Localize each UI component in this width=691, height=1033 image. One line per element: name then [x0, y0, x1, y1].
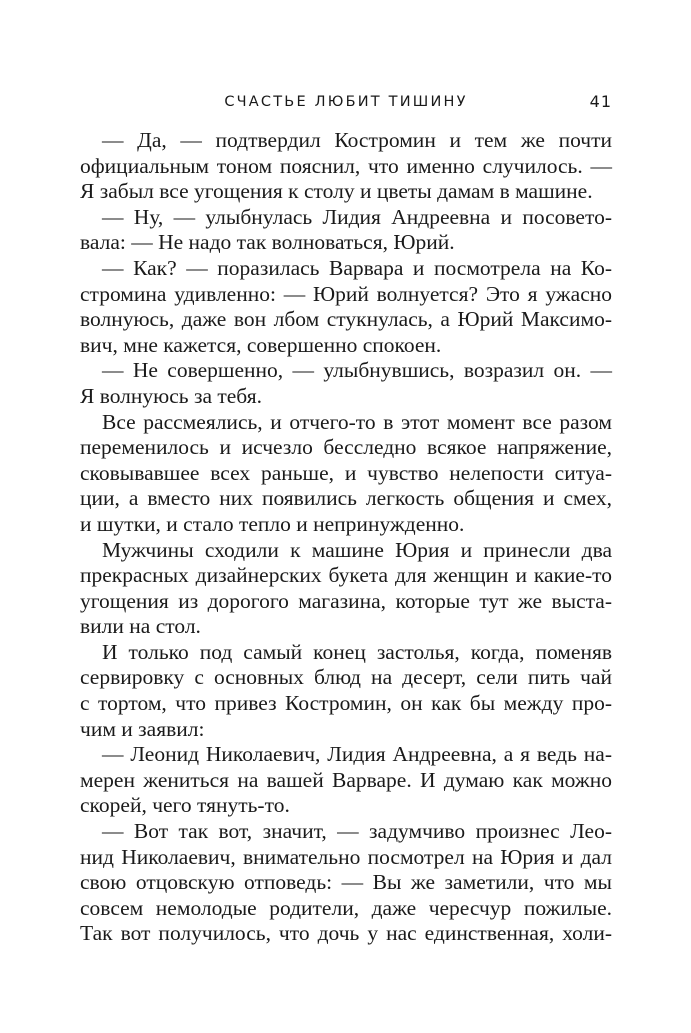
text-line: ции, а вместо них появились легкость общения и смех, [80, 486, 612, 511]
running-header [80, 90, 612, 114]
text-line: — Да, — подтвердил Костромин и тем же почти [102, 128, 612, 152]
text-line: официальным тоном пояснил, что именно случилось. — [80, 153, 612, 178]
text-line: Я волнуюсь за тебя. [80, 383, 262, 408]
text-line: — Вот так вот, значит, — задумчиво произнес Лео- [102, 819, 612, 844]
text-line: сервировку с основных блюд на десерт, сели пить чай [80, 665, 612, 690]
text-line: стромина удивленно: — Юрий волнуется? Это я ужасно [80, 281, 612, 306]
text-line: — Как? — поразилась Варвара и посмотрела на Ко- [102, 255, 612, 280]
text-line: чим и заявил: [80, 716, 205, 741]
text-line: вили на стол. [80, 614, 201, 639]
text-line: — Ну, — улыбнулась Лидия Андреевна и посовето- [102, 204, 612, 229]
text-line: совсем немолодые родители, даже чересчур пожилые. [80, 895, 612, 920]
running-title: СЧАСТЬЕ ЛЮБИТ ТИШИНУ [224, 94, 468, 110]
text-line: — Не совершенно, — улыбнувшись, возразил он. — [102, 358, 612, 383]
text-line: переменилось и исчезло бесследно всякое напряжение, [80, 435, 612, 460]
text-line: свою отцовскую отповедь: — Вы же заметили, что мы [80, 870, 612, 895]
text-line: — Леонид Николаевич, Лидия Андреевна, а я ведь на- [102, 742, 612, 767]
text-line: прекрасных дизайнерских букета для женщин и какие-то [80, 563, 612, 588]
text-line: Мужчины сходили к машине Юрия и принесли два [102, 537, 612, 562]
text-line: Так вот получилось, что дочь у нас единственная, холи- [80, 921, 612, 946]
text-line: вала: — Не надо так волноваться, Юрий. [80, 230, 455, 255]
text-line: скорей, чего тянуть-то. [80, 793, 290, 818]
text-line: нид Николаевич, внимательно посмотрел на Юрия и дал [80, 844, 612, 869]
page-number: 41 [589, 92, 612, 111]
text-line: Я забыл все угощения к столу и цветы дамам в машине. [80, 179, 593, 204]
text-line: и шутки, и стало тепло и непринужденно. [80, 511, 465, 536]
text-line: И только под самый конец застолья, когда, поменяв [102, 639, 612, 664]
text-line: мерен жениться на вашей Варваре. И думаю как можно [80, 767, 612, 792]
body-text [80, 128, 612, 947]
text-line: Все рассмеялись, и отчего-то в этот момент все разом [102, 409, 612, 434]
text-line: волнуюсь, даже вон лбом стукнулась, а Юрий Максимо- [80, 307, 612, 332]
text-line: с тортом, что привез Костромин, он как бы между про- [80, 691, 612, 716]
text-line: угощения из дорогого магазина, которые тут же выста- [80, 588, 612, 613]
text-line: сковывавшее всех раньше, и чувство нелепости ситуа- [80, 460, 612, 485]
text-line: вич, мне кажется, совершенно спокоен. [80, 332, 442, 357]
